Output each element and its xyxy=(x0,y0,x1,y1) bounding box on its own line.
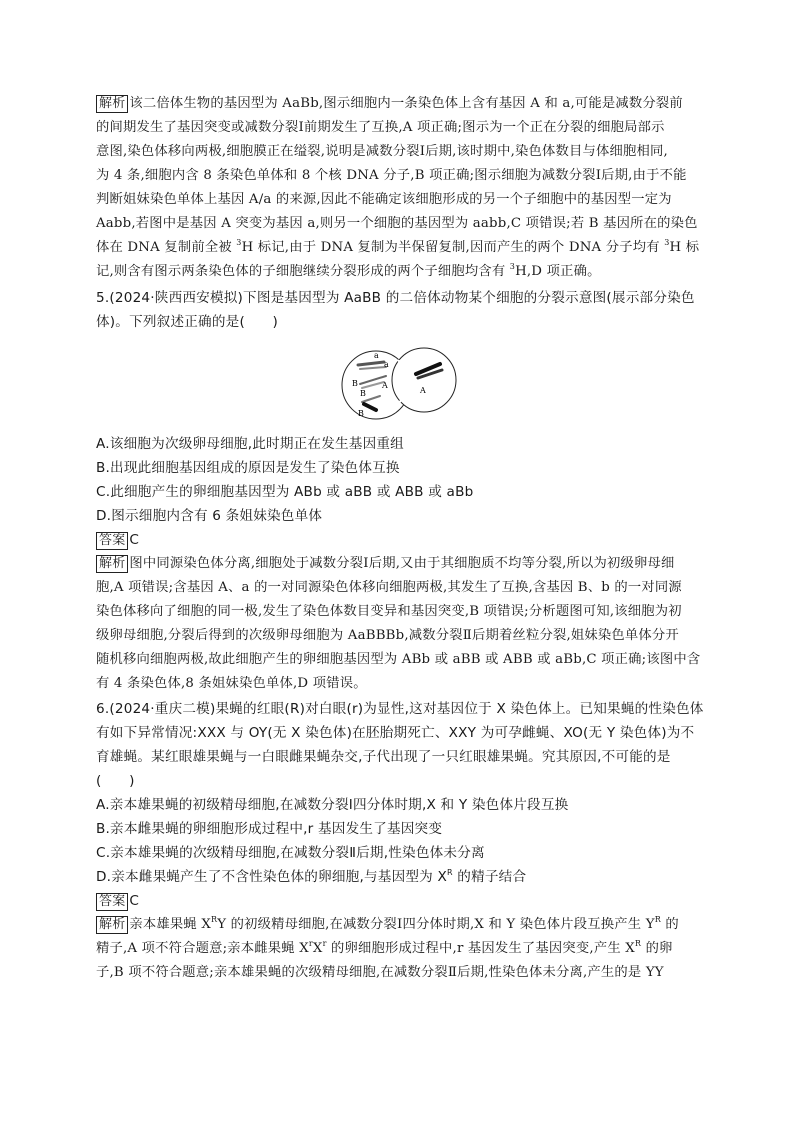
q4-analysis-line-3: 意图,染色体移向两极,细胞膜正在缢裂,说明是减数分裂Ⅰ后期,该时期中,染色体数目与体细胞相同, xyxy=(96,144,668,159)
q4-analysis-line-6: Aabb,若图中是基因 A 突变为基因 a,则另一个细胞的基因型为 aabb,C 项错误;若 B 基因所在的染色 xyxy=(96,216,698,231)
chromosome-1 xyxy=(358,362,384,365)
q6-stem-line-4: ( ) xyxy=(96,773,135,789)
q5-analysis-line-2: 胞,A 项错误;含基因 A、a 的一对同源染色体移向细胞两极,其发生了互换,含基因 B、b 的一对同源 xyxy=(96,580,682,595)
q5-analysis-line-1: 解析 图中同源染色体分离,细胞处于减数分裂Ⅰ后期,又由于其细胞质不均等分裂,所以为初级卵母细 xyxy=(96,552,696,576)
q5-analysis-line-3: 染色体移向了细胞的同一极,发生了染色体数目变异和基因突变,B 项错误;分析题图可知,该细胞为初 xyxy=(96,604,682,619)
gene-label: B xyxy=(360,389,366,398)
answer-label: 答案 xyxy=(96,532,128,550)
cell-division-diagram xyxy=(338,340,458,430)
q5-option-b: B.出现此细胞基因组成的原因是发生了染色体互换 xyxy=(96,460,400,476)
answer-label: 答案 xyxy=(96,893,128,911)
q4-analysis-line-7: 体在 DNA 复制前全被 $^3$H 标记,由于 DNA 复制为半保留复制,因而产生的两个 DNA 分子均有 $^3$H 标 xyxy=(96,238,700,255)
q6-stem-line-3: 育雄蝇。某红眼雄果蝇与一白眼雌果蝇杂交,子代出现了一只红眼雄果蝇。究其原因,不可能的是 xyxy=(96,749,671,765)
q5-stem-line-2: 体)。下列叙述正确的是( ) xyxy=(96,314,279,330)
q4-analysis-line-2: 的间期发生了基因突变或减数分裂Ⅰ前期发生了互换,A 项正确;图示为一个正在分裂的细胞局部示 xyxy=(96,120,665,135)
chromosome-6 xyxy=(364,404,376,410)
q5-answer-line: 答案 C xyxy=(96,528,696,552)
q5-option-d: D.图示细胞内含有 6 条姐妹染色单体 xyxy=(96,508,323,524)
gene-label: a xyxy=(384,360,389,369)
q6-answer-line: 答案 C xyxy=(96,889,696,913)
q4-analysis-line-5: 判断姐妹染色单体上基因 A/a 的来源,因此不能确定该细胞形成的另一个子细胞中的基因型一定为 xyxy=(96,192,672,207)
q5-analysis-line-4: 级卵母细胞,分裂后得到的次级卵母细胞为 AaBBBb,减数分裂Ⅱ后期着丝粒分裂,姐妹染色单体分开 xyxy=(96,628,679,643)
q6-option-b: B.亲本雌果蝇的卵细胞形成过程中,r 基因发生了基因突变 xyxy=(96,821,443,837)
q4-analysis-line-4: 为 4 条,细胞内含 8 条染色单体和 8 个核 DNA 分子,B 项正确;图示细胞为减数分裂Ⅰ后期,由于不能 xyxy=(96,168,687,183)
q6-analysis-line-1: 解析 亲本雄果蝇 $X^RY$ 的初级精母细胞,在减数分裂Ⅰ四分体时期,X 和 Y 染色体片段互换产生 $Y^R$ 的 xyxy=(96,913,696,937)
gene-label: B xyxy=(358,409,364,418)
q6-analysis-line-3: 子,B 项不符合题意;亲本雄果蝇的次级精母细胞,在减数分裂Ⅱ后期,性染色体未分离,产生的是 YY xyxy=(96,965,664,980)
q4-analysis-line-8: 记,则含有图示两条染色体的子细胞继续分裂形成的两个子细胞均含有 $^3$H,D 项正确。 xyxy=(96,262,601,279)
q6-stem-line-1: 6.(2024·重庆二模)果蝇的红眼(R)对白眼(r)为显性,这对基因位于 X 染色体上。已知果蝇的性染色体 xyxy=(96,701,704,717)
gene-label: A xyxy=(382,381,388,390)
q6-option-a: A.亲本雄果蝇的初级精母细胞,在减数分裂Ⅰ四分体时期,X 和 Y 染色体片段互换 xyxy=(96,797,569,813)
chromosome-2 xyxy=(360,367,386,369)
q6-option-d: D.亲本雌果蝇产生了不含性染色体的卵细胞,与基因型为 $X^R$ 的精子结合 xyxy=(96,868,527,885)
analysis-label: 解析 xyxy=(96,95,128,113)
q6-analysis-line-2: 精子,A 项不符合题意;亲本雌果蝇 $X^rX^r$ 的卵细胞形成过程中,r 基因发生了基因突变,产生 $X^R$ 的卵 xyxy=(96,939,673,956)
q5-option-c: C.此细胞产生的卵细胞基因型为 ABb 或 aBB 或 ABB 或 aBb xyxy=(96,484,474,500)
q4-analysis-line-1: 解析 该二倍体生物的基因型为 AaBb,图示细胞内一条染色体上含有基因 A 和 a,可能是减数分裂前 xyxy=(96,92,696,116)
gene-label: A xyxy=(420,386,426,395)
q5-analysis-line-6: 有 4 条染色体,8 条姐妹染色单体,D 项错误。 xyxy=(96,676,367,691)
q5-stem-line-1: 5.(2024·陕西西安模拟)下图是基因型为 AaBB 的二倍体动物某个细胞的分裂示意图(展示部分染色 xyxy=(96,290,695,306)
analysis-label: 解析 xyxy=(96,916,128,934)
analysis-label: 解析 xyxy=(96,555,128,573)
cell-right-half xyxy=(392,348,456,412)
q5-analysis-line-5: 随机移向细胞两极,故此细胞产生的卵细胞基因型为 ABb 或 aBB 或 ABB 或 aBb,C 项正确;该图中含 xyxy=(96,652,701,667)
gene-label: B xyxy=(352,379,358,388)
gene-label: a xyxy=(374,351,379,360)
q5-option-a: A.该细胞为次级卵母细胞,此时期正在发生基因重组 xyxy=(96,436,404,452)
q6-stem-line-2: 有如下异常情况:XXX 与 OY(无 X 染色体)在胚胎期死亡、XXY 为可孕雌蝇、XO(无 Y 染色体)为不 xyxy=(96,725,695,741)
q6-option-c: C.亲本雄果蝇的次级精母细胞,在减数分裂Ⅱ后期,性染色体未分离 xyxy=(96,845,485,861)
